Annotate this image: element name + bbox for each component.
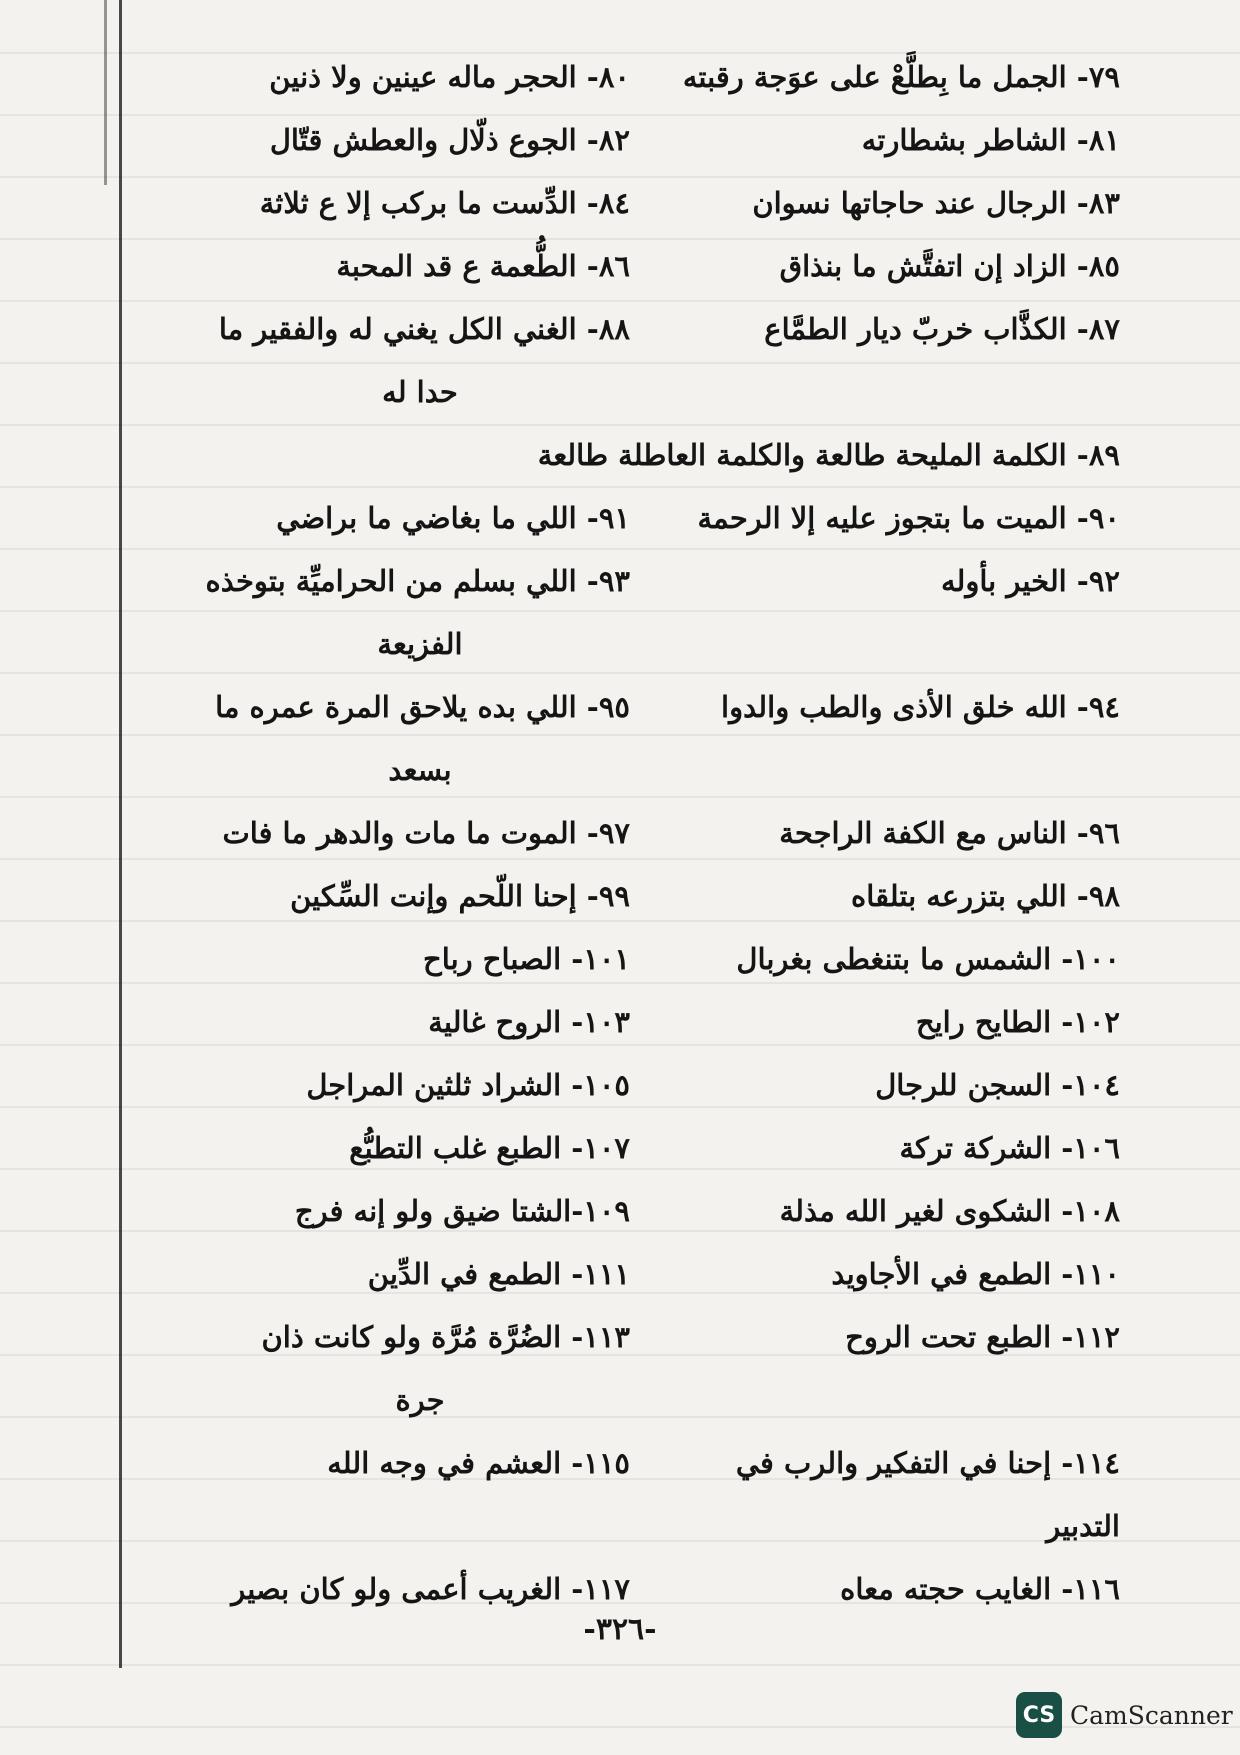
proverb-item-right: ١١٤- إحنا في التفكير والرب في التدبير	[735, 1446, 1120, 1543]
proverbs-list	[160, 46, 1120, 1621]
proverb-item-left: ٩٧- الموت ما مات والدهر ما فات	[222, 816, 630, 850]
proverb-item-right: ٩٠- الميت ما بتجوز عليه إلا الرحمة	[697, 501, 1120, 535]
proverb-continuation: بسعد	[388, 753, 452, 787]
proverb-item-left: ٨٦- الطُّعمة ع قد المحبة	[336, 249, 630, 283]
proverb-continuation: حدا له	[382, 375, 458, 409]
proverb-row	[160, 46, 1120, 109]
proverb-continuation: الفزيعة	[377, 627, 463, 661]
proverb-row	[160, 991, 1120, 1054]
camscanner-logo-icon: CS	[1016, 1692, 1062, 1738]
page-number: -٣٢٦-	[583, 1612, 657, 1647]
proverb-continuation-row	[160, 739, 1120, 802]
proverb-row	[160, 109, 1120, 172]
proverb-item-left: ١٠٥- الشراد ثلثين المراجل	[306, 1068, 630, 1102]
proverb-item-left: ٨٠- الحجر ماله عينين ولا ذنين	[269, 60, 630, 94]
proverb-item-left: ١٠١- الصباح رباح	[423, 942, 630, 976]
proverb-item-right: ٨٥- الزاد إن اتفتَّش ما بنذاق	[779, 249, 1120, 283]
camscanner-text: CamScanner	[1070, 1700, 1233, 1730]
proverb-row	[160, 424, 1120, 487]
proverb-row	[160, 802, 1120, 865]
proverb-item-right: ١١٦- الغايب حجته معاه	[840, 1572, 1120, 1606]
proverb-item-right: ١٠٨- الشكوى لغير الله مذلة	[779, 1194, 1120, 1228]
camscanner-watermark	[1016, 1692, 1233, 1738]
proverb-row	[160, 298, 1120, 361]
proverb-continuation-row	[160, 1369, 1120, 1432]
proverb-item-right: ٩٤- الله خلق الأذى والطب والدوا	[721, 690, 1120, 724]
page-edge-tick	[104, 0, 107, 185]
proverb-item-right: ١٠٦- الشركة تركة	[899, 1131, 1120, 1165]
page-binding-edge	[119, 0, 122, 1668]
proverb-row	[160, 1117, 1120, 1180]
proverb-item-left: ٨٢- الجوع ذلّال والعطش قتّال	[269, 123, 630, 157]
proverb-item: ٨٩- الكلمة المليحة طالعة والكلمة العاطلة طالعة	[537, 438, 1120, 472]
proverb-item-left: ١١٣- الضُرَّة مُرَّة ولو كانت ذان	[261, 1320, 630, 1354]
proverb-item-left: ١١٧- الغريب أعمى ولو كان بصير	[231, 1572, 630, 1606]
proverb-item-right: ١٠٢- الطايح رايح	[915, 1005, 1120, 1039]
proverb-item-right: ١١٠- الطمع في الأجاويد	[831, 1257, 1120, 1291]
proverb-row	[160, 676, 1120, 739]
proverb-row	[160, 1432, 1120, 1558]
proverb-item-right: ١٠٠- الشمس ما بتنغطى بغربال	[736, 942, 1120, 976]
proverb-row	[160, 172, 1120, 235]
proverb-continuation: جرة	[395, 1383, 445, 1417]
proverb-item-right: ٩٦- الناس مع الكفة الراجحة	[779, 816, 1120, 850]
proverb-item-left: ٩١- اللي ما بغاضي ما براضي	[276, 501, 630, 535]
proverb-item-left: ٨٤- الدِّست ما بركب إلا ع ثلاثة	[259, 186, 630, 220]
proverb-row	[160, 928, 1120, 991]
proverb-item-right: ٨١- الشاطر بشطارته	[861, 123, 1120, 157]
proverb-item-right: ٩٢- الخير بأوله	[940, 564, 1120, 598]
proverb-row	[160, 1243, 1120, 1306]
proverb-continuation-row	[160, 613, 1120, 676]
proverb-item-left: ١٠٧- الطبع غلب التطبُّع	[349, 1131, 630, 1165]
proverb-item-left: ١١١- الطمع في الدِّين	[367, 1257, 630, 1291]
proverb-item-left: ١١٥- العشم في وجه الله	[327, 1446, 630, 1480]
proverb-item-right: ١٠٤- السجن للرجال	[875, 1068, 1120, 1102]
proverb-item-right: ٨٣- الرجال عند حاجاتها نسوان	[752, 186, 1120, 220]
proverb-row	[160, 235, 1120, 298]
proverb-row	[160, 550, 1120, 613]
proverb-item-right: ١١٢- الطبع تحت الروح	[845, 1320, 1120, 1354]
proverb-item-left: ١٠٩-الشتا ضيق ولو إنه فرج	[294, 1194, 630, 1228]
proverb-row	[160, 487, 1120, 550]
proverb-row	[160, 865, 1120, 928]
proverb-item-right: ٧٩- الجمل ما بِطلَّعْ على عوَجة رقبته	[682, 60, 1120, 94]
proverb-item-right: ٨٧- الكذَّاب خربّ ديار الطمَّاع	[764, 312, 1120, 346]
proverb-row	[160, 1306, 1120, 1369]
proverb-item-left: ٩٩- إحنا اللّحم وإنت السِّكين	[290, 879, 630, 913]
proverb-item-left: ٩٥- اللي بده يلاحق المرة عمره ما	[215, 690, 630, 724]
proverb-item-left: ٩٣- اللي بسلم من الحراميِّة بتوخذه	[205, 564, 630, 598]
proverb-row	[160, 1180, 1120, 1243]
proverb-item-left: ٨٨- الغني الكل يغني له والفقير ما	[218, 312, 630, 346]
proverb-item-left: ١٠٣- الروح غالية	[428, 1005, 630, 1039]
proverb-continuation-row	[160, 361, 1120, 424]
proverb-item-right: ٩٨- اللي بتزرعه بتلقاه	[851, 879, 1120, 913]
proverb-row	[160, 1054, 1120, 1117]
